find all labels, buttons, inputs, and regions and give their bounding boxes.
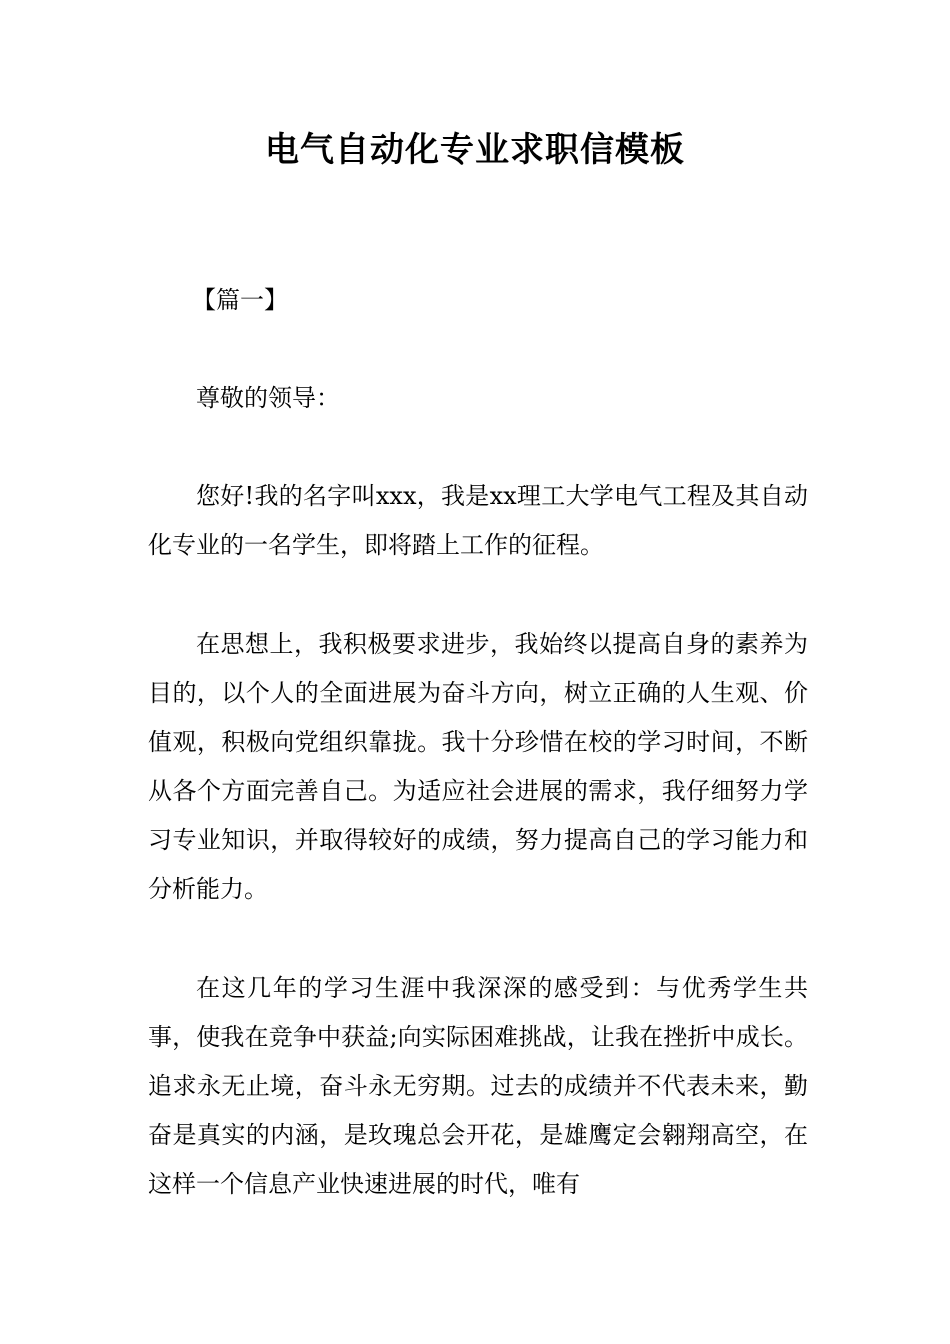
paragraph-experience: 在这几年的学习生涯中我深深的感受到：与优秀学生共事，使我在竞争中获益;向实际困难挑战，让我在挫折中成长。追求永无止境，奋斗永无穷期。过去的成绩并不代表未来，勤奋是真实的内涵，是玫瑰总会开花，是雄鹰定会翱翔高空，在这样一个信息产业快速进展的时代，唯有: [148, 974, 808, 1198]
paragraph-ideology: 在思想上，我积极要求进步，我始终以提高自身的素养为目的，以个人的全面进展为奋斗方向，树立正确的人生观、价值观，积极向党组织靠拢。我十分珍惜在校的学习时间，不断从各个方面完善自己。为适应社会进展的需求，我仔细努力学习专业知识，并取得较好的成绩，努力提高自己的学习能力和分析能力。: [148, 630, 808, 903]
paragraph-intro: 您好!我的名字叫xxx，我是xx理工大学电气工程及其自动化专业的一名学生，即将踏上工作的征程。: [148, 482, 808, 559]
document-title: 电气自动化专业求职信模板: [265, 130, 685, 170]
salutation: 尊敬的领导：: [196, 384, 340, 412]
section-label: 【篇一】: [192, 286, 288, 314]
